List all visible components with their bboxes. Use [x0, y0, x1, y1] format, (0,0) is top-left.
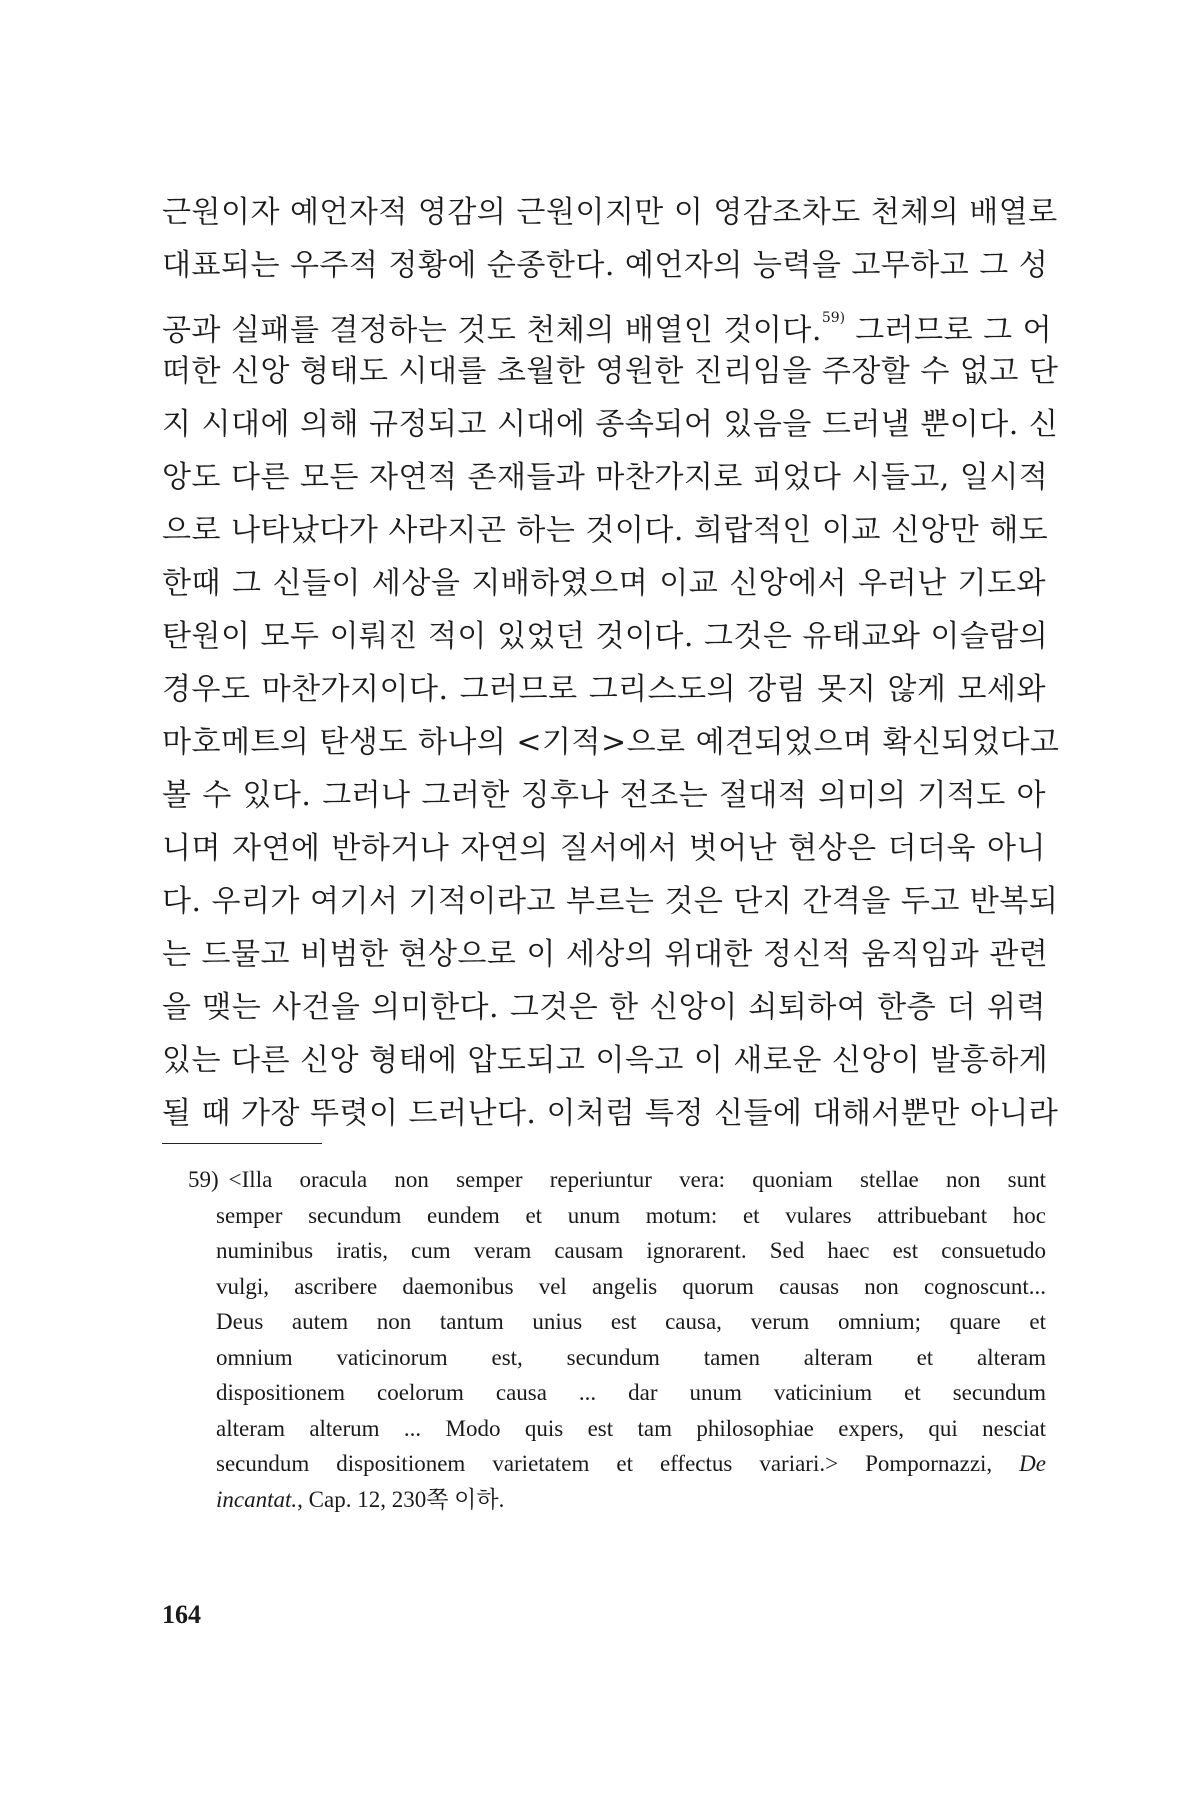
footnote-number: 59) [188, 1167, 219, 1192]
body-line-14: 다. 우리가 여기서 기적이라고 부르는 것은 단지 간격을 두고 반복되 [162, 884, 1059, 919]
main-body-text [162, 186, 1060, 1140]
body-line-1: 근원이자 예언자적 영감의 근원이지만 이 영감조차도 천체의 배열로 [162, 195, 1058, 230]
footnote-line-9-text: secundum dispositionem varietatem et effectus variari.> Pompornazzi, [216, 1451, 993, 1476]
footnote-divider [162, 1143, 322, 1144]
body-line-4: 떠한 신앙 형태도 시대를 초월한 영원한 진리임을 주장할 수 없고 단 [162, 354, 1059, 389]
footnote-line-2: semper secundum eundem et unum motum: et vulares attribuebant hoc [216, 1202, 1046, 1228]
body-line-11: 마호메트의 탄생도 하나의 <기적>으로 예견되었으며 확신되었다고 [162, 725, 1060, 760]
footnote-59 [188, 1162, 1046, 1517]
body-line-3-continuation: 그러므로 그 어 [855, 313, 1053, 348]
body-line-10: 경우도 마찬가지이다. 그러므로 그리스도의 강림 못지 않게 모세와 [162, 672, 1046, 707]
footnote-citation-tail: , Cap. 12, 230쪽 이하. [297, 1486, 505, 1512]
footnote-reference-marker: 59) [821, 310, 846, 326]
body-line-6: 앙도 다른 모든 자연적 존재들과 마찬가지로 피었다 시들고, 일시적 [162, 460, 1049, 495]
footnote-line-3: numinibus iratis, cum veram causam ignorarent. Sed haec est consuetudo [216, 1238, 1046, 1263]
footnote-line-4: vulgi, ascribere daemonibus vel angelis quorum causas non cognoscunt... [216, 1273, 1046, 1299]
body-line-9: 탄원이 모두 이뤄진 적이 있었던 것이다. 그것은 유태교와 이슬람의 [162, 619, 1049, 654]
body-line-2: 대표되는 우주적 정황에 순종한다. 예언자의 능력을 고무하고 그 성 [162, 248, 1049, 283]
body-line-15: 는 드물고 비범한 현상으로 이 세상의 위대한 정신적 움직임과 관련 [162, 937, 1049, 972]
body-line-7: 으로 나타났다가 사라지곤 하는 것이다. 희랍적인 이교 신앙만 해도 [162, 513, 1049, 548]
body-line-16: 을 맺는 사건을 의미한다. 그것은 한 신앙이 쇠퇴하여 한층 더 위력 [162, 990, 1046, 1025]
body-line-17: 있는 다른 신앙 형태에 압도되고 이윽고 이 새로운 신앙이 발흥하게 [162, 1043, 1049, 1078]
footnote-italic-title-end: incantat. [216, 1486, 298, 1512]
body-line-12: 볼 수 있다. 그러나 그러한 징후나 전조는 절대적 의미의 기적도 아 [162, 778, 1046, 813]
footnote-line-1 [188, 1162, 1046, 1198]
footnote-line-5: Deus autem non tantum unius est causa, verum omnium; quare et [216, 1309, 1046, 1334]
footnote-line-8: alteram alterum ... Modo quis est tam philosophiae expers, qui nesciat [216, 1415, 1046, 1441]
footnote-line-6: omnium vaticinorum est, secundum tamen alteram et alteram [216, 1344, 1046, 1370]
footnote-line-7: dispositionem coelorum causa ... dar unum vaticinium et secundum [216, 1380, 1046, 1405]
footnote-line-9 [188, 1446, 1046, 1482]
body-line-8: 한때 그 신들이 세상을 지배하였으며 이교 신앙에서 우러난 기도와 [162, 566, 1046, 601]
page-number: 164 [162, 1600, 201, 1629]
body-line-3-text: 공과 실패를 결정하는 것도 천체의 배열인 것이다. [162, 313, 822, 348]
footnote-line-1-text: <Illa oracula non semper reperiuntur vera: quoniam stellae non sunt [228, 1167, 1046, 1192]
body-line-18: 될 때 가장 뚜렷이 드러난다. 이처럼 특정 신들에 대해서뿐만 아니라 [162, 1096, 1059, 1131]
body-line-3 [162, 292, 1053, 348]
footnote-line-10 [188, 1482, 1046, 1518]
body-line-13: 니며 자연에 반하거나 자연의 질서에서 벗어난 현상은 더더욱 아니 [162, 831, 1046, 866]
body-line-5: 지 시대에 의해 규정되고 시대에 종속되어 있음을 드러낼 뿐이다. 신 [162, 407, 1059, 442]
footnote-italic-title-start: De [1019, 1451, 1046, 1476]
